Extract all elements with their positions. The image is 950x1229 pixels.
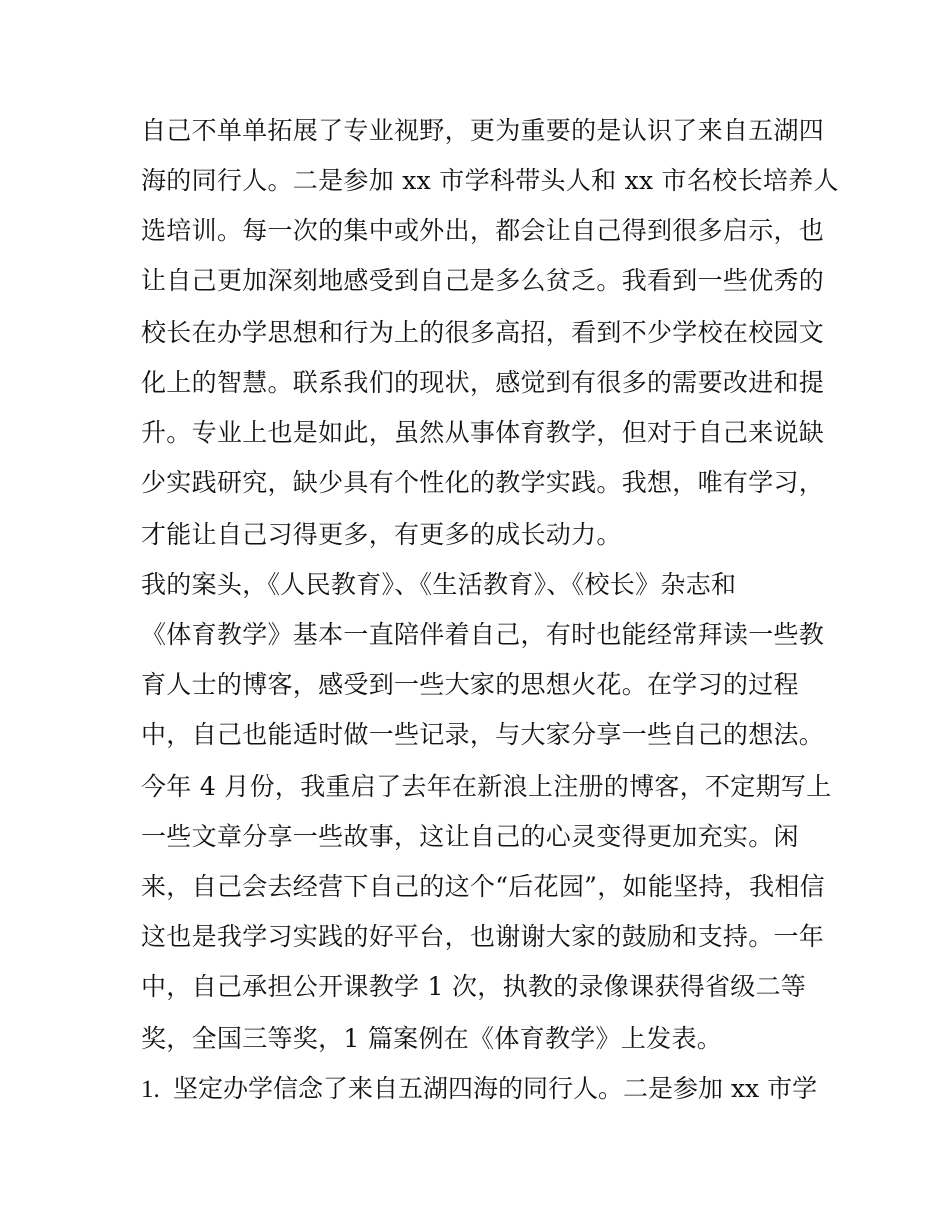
- paragraph-line: 海的同行人。二是参加 xx 市学科带头人和 xx 市名校长培养人: [141, 166, 839, 195]
- paragraph-line: 少实践研究，缺少具有个性化的教学实践。我想，唯有学习，: [141, 468, 825, 497]
- paragraph-line: 才能让自己习得更多，有更多的成长动力。: [141, 520, 622, 549]
- list-item-text: 坚定办学信念了来自五湖四海的同行人。二是参加 xx 市学: [173, 1074, 818, 1103]
- paragraph-line: 中，自己承担公开课教学 1 次，执教的录像课获得省级二等: [141, 972, 807, 1001]
- paragraph-line: 我的案头，《人民教育》、《生活教育》、《校长》杂志和: [141, 570, 737, 599]
- paragraph-line: 化上的智慧。联系我们的现状，感觉到有很多的需要改进和提: [141, 368, 825, 397]
- paragraph-line: 《体育教学》基本一直陪伴着自己，有时也能经常拜读一些教: [141, 620, 825, 649]
- paragraph-line: 中，自己也能适时做一些记录，与大家分享一些自己的想法。: [141, 720, 825, 749]
- list-number: 1.: [141, 1076, 160, 1103]
- paragraph-line: 奖，全国三等奖，1 篇案例在《体育教学》上发表。: [141, 1024, 723, 1053]
- numbered-list-item: [141, 1072, 817, 1107]
- paragraph-line: 校长在办学思想和行为上的很多高招，看到不少学校在校园文: [141, 318, 825, 347]
- paragraph-line: 一些文章分享一些故事，这让自己的心灵变得更加充实。闲: [141, 822, 799, 851]
- paragraph-line: 让自己更加深刻地感受到自己是多么贫乏。我看到一些优秀的: [141, 266, 825, 295]
- paragraph-line: 这也是我学习实践的好平台，也谢谢大家的鼓励和支持。一年: [141, 922, 825, 951]
- paragraph-line: 育人士的博客，感受到一些大家的思想火花。在学习的过程: [141, 670, 799, 699]
- paragraph-line: 来，自己会去经营下自己的这个“后花园”，如能坚持，我相信: [141, 872, 825, 901]
- paragraph-line: 选培训。每一次的集中或外出，都会让自己得到很多启示，也: [141, 216, 825, 245]
- paragraph-line: 今年 4 月份，我重启了去年在新浪上注册的博客，不定期写上: [141, 772, 832, 801]
- paragraph-line: 升。专业上也是如此，虽然从事体育教学，但对于自己来说缺: [141, 418, 825, 447]
- paragraph-line: 自己不单单拓展了专业视野，更为重要的是认识了来自五湖四: [141, 116, 825, 145]
